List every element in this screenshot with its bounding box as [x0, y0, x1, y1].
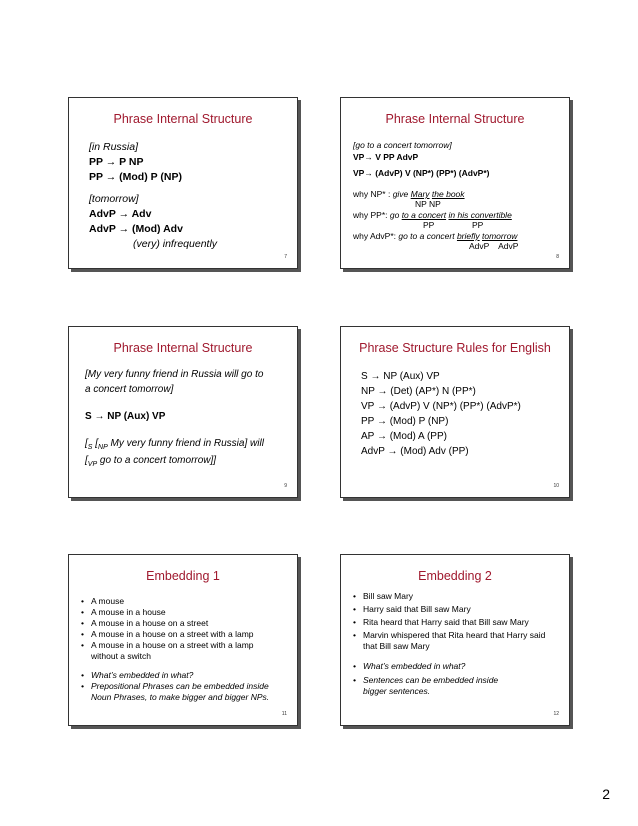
slide-9 — [68, 326, 298, 498]
slide-number: 10 — [553, 483, 559, 489]
slide-10 — [340, 326, 570, 498]
rule-text: PP → (Mod) P (NP) — [361, 416, 449, 427]
rule-text: AP → (Mod) A (PP) — [361, 431, 447, 442]
slide-body — [353, 139, 561, 251]
note-list — [352, 661, 559, 697]
list-item: • What’s embedded in what? — [80, 670, 283, 681]
rule-text: S → NP (Aux) VP — [361, 371, 440, 382]
list-item: • Sentences can be embedded inside bigger sentences. — [352, 675, 559, 697]
rule-text: VP→ V PP AdvP — [353, 152, 419, 162]
slide-11 — [68, 554, 298, 726]
page-number: 2 — [602, 786, 610, 802]
list-item: • What’s embedded in what? — [352, 661, 559, 672]
slide-body — [80, 596, 283, 703]
rule-text: VP→ (AdvP) V (NP*) (PP*) (AdvP*) — [353, 168, 490, 178]
bracketed-vp: [$_{VP}$ go to a concert tomorrow]] — [85, 455, 217, 468]
slide-title: Phrase Internal Structure — [113, 112, 253, 126]
slide-8 — [340, 97, 570, 269]
slide-12 — [340, 554, 570, 726]
note-list — [80, 670, 283, 703]
list-item: • A mouse in a house on a street with a lamp without a switch — [80, 640, 283, 662]
slide-title: Phrase Structure Rules for English — [359, 341, 551, 355]
list-item: • A mouse in a house on a street — [80, 618, 283, 629]
rule-text: PP → P NP — [89, 156, 144, 168]
list-item: • Marvin whispered that Rita heard that Harry said that Bill saw Mary — [352, 630, 559, 652]
bullet-list — [80, 596, 283, 662]
slide-number: 7 — [284, 254, 287, 260]
rule-text: PP → (Mod) P (NP) — [89, 171, 182, 183]
example-text: [tomorrow] — [89, 193, 139, 205]
slide-title: Embedding 1 — [146, 569, 220, 583]
why-pp-line: why PP*: go to a concert in his convertible — [353, 210, 512, 220]
list-item: • A mouse in a house — [80, 607, 283, 618]
bracketed-np: [$_S$ [$_{NP}$ My very funny friend in Russia] will — [85, 438, 264, 451]
example-text: a concert tomorrow] — [85, 384, 174, 395]
rule-text: S → NP (Aux) VP — [85, 411, 166, 422]
slide-title: Phrase Internal Structure — [113, 341, 253, 355]
list-item: • Harry said that Bill saw Mary — [352, 604, 559, 615]
pp-labels: PP PP — [423, 220, 484, 230]
list-item: • A mouse — [80, 596, 283, 607]
rule-text: VP → (AdvP) V (NP*) (PP*) (AdvP*) — [361, 401, 521, 412]
list-item: • A mouse in a house on a street with a lamp — [80, 629, 283, 640]
slide-title: Phrase Internal Structure — [385, 112, 525, 126]
list-item: • Bill saw Mary — [352, 591, 559, 602]
slide-title: Embedding 2 — [418, 569, 492, 583]
slide-body — [85, 367, 289, 471]
rule-text: NP → (Det) (AP*) N (PP*) — [361, 386, 476, 397]
list-item: • Prepositional Phrases can be embedded inside Noun Phrases, to make bigger and bigger NPs. — [80, 681, 283, 703]
rule-text: AdvP → (Mod) Adv (PP) — [361, 446, 469, 457]
example-text: [in Russia] — [89, 141, 139, 153]
slide-body — [352, 591, 559, 697]
np-labels: NP NP — [415, 199, 441, 209]
slide-number: 9 — [284, 483, 287, 489]
list-item: • Rita heard that Harry said that Bill saw Mary — [352, 617, 559, 628]
why-np-line: why NP* : give Mary the book — [353, 189, 465, 199]
example-text: (very) infrequently — [133, 238, 218, 250]
example-text: [go to a concert tomorrow] — [353, 140, 452, 150]
rule-text: AdvP → Adv — [89, 208, 152, 220]
slide-number: 12 — [553, 711, 559, 717]
slide-7 — [68, 97, 298, 269]
slide-number: 8 — [556, 254, 559, 260]
advp-labels: AdvP AdvP — [469, 241, 519, 251]
bullet-list — [352, 591, 559, 652]
slide-body — [89, 140, 289, 252]
example-text: [My very funny friend in Russia will go to — [85, 369, 264, 380]
slide-body — [361, 369, 561, 459]
slide-number: 11 — [281, 711, 287, 717]
rule-text: AdvP → (Mod) Adv — [89, 223, 183, 235]
why-advp-line: why AdvP*: go to a concert briefly tomorrow — [353, 231, 518, 241]
